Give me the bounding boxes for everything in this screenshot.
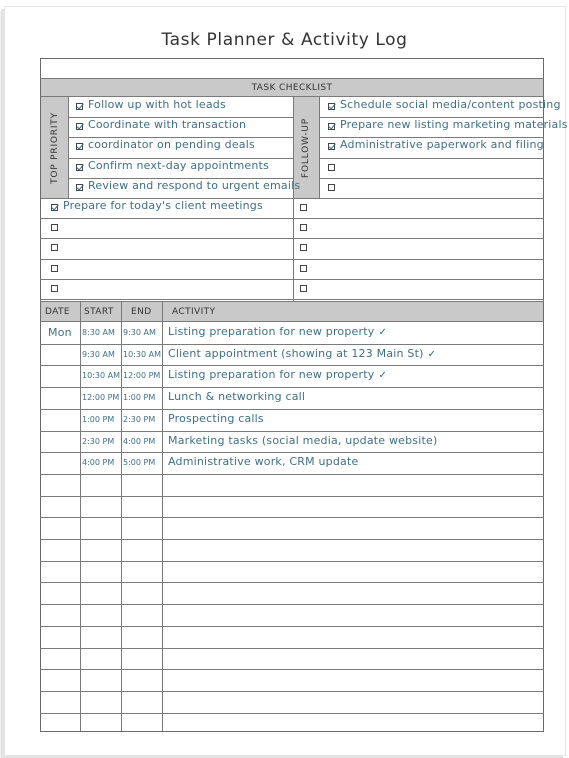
log-start-time: 8:30 AM <box>82 328 115 337</box>
log-end-time: 2:30 PM <box>123 415 156 424</box>
log-row-line <box>40 452 544 453</box>
log-activity-text: Listing preparation for new property <box>168 368 375 381</box>
checkbox[interactable] <box>76 123 83 130</box>
log-end-time: 9:30 AM <box>123 328 156 337</box>
checkbox[interactable] <box>51 265 58 272</box>
checkbox[interactable] <box>328 143 335 150</box>
log-row-line <box>40 409 544 410</box>
divider-line <box>40 78 544 79</box>
checklist-row-line <box>40 218 544 219</box>
log-start-time: 10:30 AM <box>82 371 120 380</box>
checkbox[interactable] <box>300 224 307 231</box>
log-start-time: 9:30 AM <box>82 350 115 359</box>
log-activity-text: Prospecting calls <box>168 412 264 425</box>
checklist-row-line <box>319 158 544 159</box>
checkbox[interactable] <box>328 123 335 130</box>
log-row-line <box>40 344 544 345</box>
log-activity-text: Administrative work, CRM update <box>168 455 359 468</box>
end-column-divider <box>162 302 163 731</box>
log-row-line <box>40 387 544 388</box>
divider-line <box>40 321 544 322</box>
checklist-center-divider <box>293 97 294 302</box>
checkbox[interactable] <box>76 184 83 191</box>
log-activity <box>168 368 387 381</box>
log-header-band <box>41 302 543 321</box>
checkbox[interactable] <box>300 285 307 292</box>
log-row-line <box>40 539 544 540</box>
log-date: Mon <box>48 326 72 339</box>
log-activity-text: Client appointment (showing at 123 Main St) <box>168 347 424 360</box>
checkbox[interactable] <box>76 143 83 150</box>
checklist-row-line <box>40 238 544 239</box>
log-activity-text: Marketing tasks (social media, update website) <box>168 434 438 447</box>
log-end-time: 4:00 PM <box>123 437 156 446</box>
log-end-time: 1:00 PM <box>123 393 156 402</box>
task-checklist-header <box>41 79 543 96</box>
log-activity <box>168 434 437 447</box>
log-start-time: 4:00 PM <box>82 458 115 467</box>
log-row-line <box>40 431 544 432</box>
task-text: Schedule social media/content posting <box>340 98 561 111</box>
checkbox[interactable] <box>300 204 307 211</box>
checkbox[interactable] <box>51 224 58 231</box>
checkbox[interactable] <box>51 244 58 251</box>
date-column-divider <box>80 302 81 731</box>
log-row-line <box>40 626 544 627</box>
task-text: Administrative paperwork and filing <box>340 138 544 151</box>
log-row-line <box>40 648 544 649</box>
log-activity-text: Lunch & networking call <box>168 390 306 403</box>
task-text: Confirm next-day appointments <box>88 159 269 172</box>
checkbox[interactable] <box>76 103 83 110</box>
checkbox[interactable] <box>51 204 58 211</box>
log-row-line <box>40 713 544 714</box>
task-text: Prepare new listing marketing materials <box>340 118 568 131</box>
activity-column-header: ACTIVITY <box>172 306 216 317</box>
sidebar-divider <box>68 97 69 199</box>
log-row-line <box>40 582 544 583</box>
start-column-divider <box>121 302 122 731</box>
log-activity <box>168 325 387 338</box>
log-row-line <box>40 604 544 605</box>
log-end-time: 10:30 AM <box>123 350 161 359</box>
checklist-row-line <box>319 178 544 179</box>
checklist-row-line <box>40 299 544 300</box>
log-row-line <box>40 669 544 670</box>
top-priority-label: TOP PRIORITY <box>49 112 60 184</box>
checkmark-icon: ✓ <box>378 327 388 338</box>
checkbox[interactable] <box>328 184 335 191</box>
task-text: Prepare for today's client meetings <box>63 199 263 212</box>
divider-line <box>40 301 544 302</box>
divider-line <box>40 96 544 97</box>
checkbox[interactable] <box>300 265 307 272</box>
log-activity <box>168 412 264 425</box>
log-row-line <box>40 496 544 497</box>
task-text: Coordinate with transaction <box>88 118 247 131</box>
log-row-line <box>40 365 544 366</box>
log-activity-text: Listing preparation for new property <box>168 325 375 338</box>
checkbox[interactable] <box>76 164 83 171</box>
top-priority-sidebar <box>41 97 68 199</box>
log-start-time: 1:00 PM <box>82 415 115 424</box>
log-start-time: 12:00 PM <box>82 393 120 402</box>
task-text: coordinator on pending deals <box>88 138 255 151</box>
log-row-line <box>40 561 544 562</box>
checklist-row-line <box>40 279 544 280</box>
checkbox[interactable] <box>328 164 335 171</box>
follow-up-label: FOLLOW-UP <box>301 117 312 179</box>
checkmark-icon: ✓ <box>378 370 388 381</box>
log-row-line <box>40 474 544 475</box>
checklist-row-line <box>40 259 544 260</box>
checkbox[interactable] <box>328 103 335 110</box>
task-checklist-title: TASK CHECKLIST <box>251 82 333 93</box>
log-end-time: 12:00 PM <box>123 371 161 380</box>
sidebar-divider <box>319 97 320 199</box>
checkbox[interactable] <box>300 244 307 251</box>
date-column-header: DATE <box>45 306 71 317</box>
task-text: Follow up with hot leads <box>88 98 226 111</box>
log-activity <box>168 455 358 468</box>
checkbox[interactable] <box>51 285 58 292</box>
end-column-header: END <box>131 306 152 317</box>
page-title: Task Planner & Activity Log <box>161 30 408 50</box>
log-start-time: 2:30 PM <box>82 437 115 446</box>
log-end-time: 5:00 PM <box>123 458 156 467</box>
log-row-line <box>40 691 544 692</box>
log-activity <box>168 390 305 403</box>
log-row-line <box>40 517 544 518</box>
checkmark-icon: ✓ <box>427 349 437 360</box>
log-activity <box>168 347 436 360</box>
task-text: Review and respond to urgent emails <box>88 179 301 192</box>
start-column-header: START <box>84 306 114 317</box>
